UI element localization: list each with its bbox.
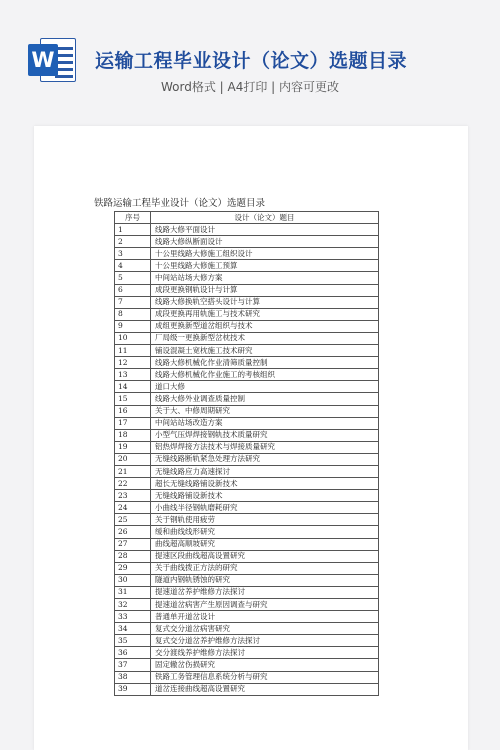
- table-row: [115, 393, 379, 405]
- row-number: 39: [115, 683, 151, 695]
- row-topic: 线路大修换轨空搭头设计与计算: [151, 296, 379, 308]
- row-number: 31: [115, 586, 151, 598]
- row-topic: 关于曲线拨正方法的研究: [151, 562, 379, 574]
- row-number: 19: [115, 441, 151, 453]
- table-row: [115, 502, 379, 514]
- table-header-row: [115, 212, 379, 224]
- banner-subtitle: Word格式 | A4打印 | 内容可更改: [160, 80, 340, 94]
- row-number: 3: [115, 248, 151, 260]
- row-topic: 无缝线路铺设新技术: [151, 490, 379, 502]
- table-row: [115, 381, 379, 393]
- table-row: [115, 453, 379, 465]
- row-number: 28: [115, 550, 151, 562]
- row-topic: 铺设混凝土宽枕施工技术研究: [151, 345, 379, 357]
- table-row: [115, 345, 379, 357]
- row-topic: 曲线超高顺坡研究: [151, 538, 379, 550]
- table-row: [115, 659, 379, 671]
- row-number: 24: [115, 502, 151, 514]
- row-topic: 线路大修平面设计: [151, 224, 379, 236]
- row-topic: 铁路工务管理信息系统分析与研究: [151, 671, 379, 683]
- row-topic: 道口大修: [151, 381, 379, 393]
- row-topic: 线路大修纵断面设计: [151, 236, 379, 248]
- row-topic: 复式交分道岔养护维修方法探讨: [151, 635, 379, 647]
- row-number: 6: [115, 284, 151, 296]
- row-topic: 小曲线半径钢轨磨耗研究: [151, 502, 379, 514]
- row-topic: 超长无缝线路铺设新技术: [151, 478, 379, 490]
- table-row: [115, 429, 379, 441]
- row-topic: 关于大、中修周期研究: [151, 405, 379, 417]
- topic-table: [114, 211, 379, 696]
- row-topic: 无缝线路应力高速探讨: [151, 465, 379, 477]
- table-row: [115, 465, 379, 477]
- row-topic: 提速区段曲线超高设置研究: [151, 550, 379, 562]
- row-number: 35: [115, 635, 151, 647]
- table-row: [115, 260, 379, 272]
- table-row: [115, 538, 379, 550]
- column-header-topic: 设计（论文）题目: [151, 212, 379, 224]
- row-topic: 十公里线路大修施工预算: [151, 260, 379, 272]
- row-number: 16: [115, 405, 151, 417]
- table-row: [115, 369, 379, 381]
- row-number: 36: [115, 647, 151, 659]
- row-topic: 复式交分道岔病害研究: [151, 623, 379, 635]
- table-row: [115, 332, 379, 344]
- table-row: [115, 623, 379, 635]
- row-topic: 成组更换新型道岔组织与技术: [151, 320, 379, 332]
- row-number: 18: [115, 429, 151, 441]
- row-topic: 无缝线路断轨紧急处理方法研究: [151, 453, 379, 465]
- row-number: 2: [115, 236, 151, 248]
- table-row: [115, 683, 379, 695]
- table-row: [115, 514, 379, 526]
- row-number: 29: [115, 562, 151, 574]
- table-row: [115, 224, 379, 236]
- table-row: [115, 308, 379, 320]
- row-topic: 隧道内钢轨锈蚀的研究: [151, 574, 379, 586]
- row-number: 32: [115, 599, 151, 611]
- table-row: [115, 405, 379, 417]
- table-row: [115, 574, 379, 586]
- row-number: 15: [115, 393, 151, 405]
- row-topic: 成段更换钢轨设计与计算: [151, 284, 379, 296]
- row-number: 7: [115, 296, 151, 308]
- table-row: [115, 272, 379, 284]
- banner-title: 运输工程毕业设计（论文）选题目录: [95, 50, 408, 72]
- table-row: [115, 647, 379, 659]
- row-number: 14: [115, 381, 151, 393]
- row-topic: 十公里线路大修施工组织设计: [151, 248, 379, 260]
- table-row: [115, 296, 379, 308]
- row-topic: 缓和曲线线形研究: [151, 526, 379, 538]
- row-number: 13: [115, 369, 151, 381]
- row-number: 9: [115, 320, 151, 332]
- table-row: [115, 635, 379, 647]
- row-topic: 厂局级一更换新型岔枕技术: [151, 332, 379, 344]
- row-number: 30: [115, 574, 151, 586]
- table-row: [115, 357, 379, 369]
- document-title: 铁路运输工程毕业设计（论文）选题目录: [94, 198, 266, 209]
- row-number: 20: [115, 453, 151, 465]
- table-row: [115, 611, 379, 623]
- row-number: 26: [115, 526, 151, 538]
- banner: [0, 0, 500, 125]
- table-row: [115, 490, 379, 502]
- row-topic: 小型气压焊焊接钢轨技术质量研究: [151, 429, 379, 441]
- word-letter: W: [28, 44, 58, 76]
- row-number: 4: [115, 260, 151, 272]
- row-topic: 中间站站场改造方案: [151, 417, 379, 429]
- row-topic: 线路大修机械化作业清筛质量控制: [151, 357, 379, 369]
- table-row: [115, 417, 379, 429]
- row-number: 17: [115, 417, 151, 429]
- table-row: [115, 550, 379, 562]
- row-topic: 道岔连接曲线超高设置研究: [151, 683, 379, 695]
- row-number: 37: [115, 659, 151, 671]
- row-topic: 线路大修机械化作业施工的考核组织: [151, 369, 379, 381]
- table-row: [115, 599, 379, 611]
- table-row: [115, 248, 379, 260]
- row-topic: 提速道岔病害产生原因调查与研究: [151, 599, 379, 611]
- table-row: [115, 671, 379, 683]
- row-number: 11: [115, 345, 151, 357]
- row-number: 23: [115, 490, 151, 502]
- table-row: [115, 236, 379, 248]
- row-number: 10: [115, 332, 151, 344]
- row-topic: 铝热焊焊接方法技术与焊接质量研究: [151, 441, 379, 453]
- row-number: 22: [115, 478, 151, 490]
- row-topic: 固定辙岔伤损研究: [151, 659, 379, 671]
- row-topic: 提速道岔养护维修方法探讨: [151, 586, 379, 598]
- table-row: [115, 478, 379, 490]
- table-row: [115, 284, 379, 296]
- column-header-number: 序号: [115, 212, 151, 224]
- row-number: 12: [115, 357, 151, 369]
- row-topic: 交分渡线养护维修方法探讨: [151, 647, 379, 659]
- row-number: 33: [115, 611, 151, 623]
- row-topic: 普通单开道岔设计: [151, 611, 379, 623]
- row-number: 25: [115, 514, 151, 526]
- table-row: [115, 586, 379, 598]
- row-number: 21: [115, 465, 151, 477]
- row-topic: 线路大修外业调查质量控制: [151, 393, 379, 405]
- word-icon: [26, 36, 78, 84]
- row-number: 27: [115, 538, 151, 550]
- row-number: 1: [115, 224, 151, 236]
- row-topic: 关于钢轨使用疲劳: [151, 514, 379, 526]
- row-topic: 成段更换再用轨施工与技术研究: [151, 308, 379, 320]
- row-number: 5: [115, 272, 151, 284]
- row-number: 38: [115, 671, 151, 683]
- table-row: [115, 526, 379, 538]
- row-topic: 中间站站场大修方案: [151, 272, 379, 284]
- row-number: 34: [115, 623, 151, 635]
- row-number: 8: [115, 308, 151, 320]
- table-row: [115, 562, 379, 574]
- table-row: [115, 441, 379, 453]
- table-row: [115, 320, 379, 332]
